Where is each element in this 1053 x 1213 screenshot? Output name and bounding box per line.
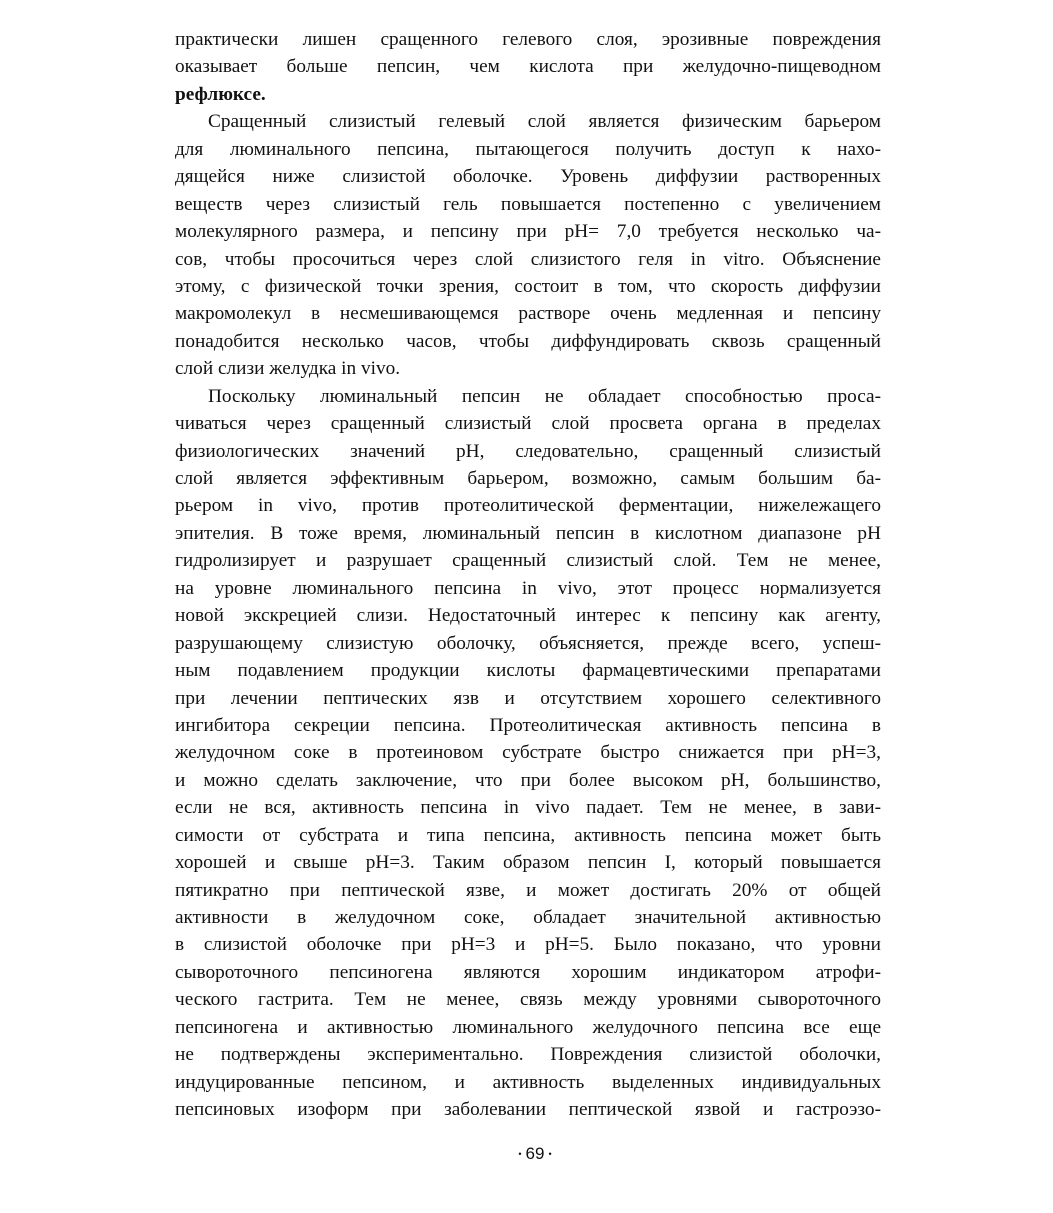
paragraph [175,26,881,108]
paragraph [175,108,881,382]
text-line: веществ через слизистый гель повышается постепенно с увеличением [175,193,881,215]
text-line: желудочном соке в протеиновом субстрате быстро снижается при pH=3, [175,742,881,764]
text-line: ным подавлением продукции кислоты фармацевтическими препаратами [175,660,881,682]
text-line: этому, с физической точки зрения, состоит в том, что скорость диффузии [175,275,881,297]
text-line: ингибитора секреции пепсина. Протеолитическая активность пепсина в [175,714,881,736]
text-line: сывороточного пепсиногена являются хорошим индикатором атрофи- [175,961,881,983]
page-number-dot-left: • [518,1149,522,1159]
text-line: макромолекул в несмешивающемся растворе очень медленная и пепсину [175,303,881,325]
text-line: рьером in vivo, против протеолитической ферментации, нижележащего [175,495,881,517]
text-line: хорошей и свыше pH=3. Таким образом пепсин I, который повышается [175,852,881,874]
text-line: пепсиновых изоформ при заболевании пептической язвой и гастроэзо- [175,1099,881,1121]
text-line: физиологических значений pH, следовательно, сращенный слизистый [175,440,881,462]
text-line: сов, чтобы просочиться через слой слизистого геля in vitro. Объяснение [175,248,881,270]
text-line: при лечении пептических язв и отсутствием хорошего селективного [175,687,881,709]
page-number-dot-right: • [548,1149,552,1159]
text-line: слой слизи желудка in vivo. [175,358,401,380]
page-number-value: 69 [525,1144,545,1163]
text-line: активности в желудочном соке, обладает значительной активностью [175,907,881,928]
paragraph [175,383,881,1124]
text-line: слой является эффективным барьером, возможно, самым большим ба- [175,468,881,489]
text-line: эпителия. В тоже время, люминальный пепсин в кислотном диапазоне pH [175,522,881,544]
text-line: практически лишен сращенного гелевого слоя, эрозивные повреждения [175,29,881,50]
text-line: Сращенный слизистый гелевый слой является физическим барьером [208,111,881,133]
text-line: для люминального пепсина, пытающегося получить доступ к нахо- [175,138,881,160]
text-line: Поскольку люминальный пепсин не обладает способностью проса- [208,385,881,407]
text-line: индуцированные пепсином, и активность выделенных индивидуальных [175,1071,881,1093]
text-line: гидролизирует и разрушает сращенный слизистый слой. Тем не менее, [175,550,881,572]
text-line: разрушающему слизистую оболочку, объясняется, прежде всего, успеш- [175,632,881,654]
text-line: если не вся, активность пепсина in vivo падает. Тем не менее, в зави- [175,797,881,819]
text-line: и можно сделать заключение, что при более высоком pH, большинство, [175,769,881,791]
text-line: симости от субстрата и типа пепсина, активность пепсина может быть [175,824,881,846]
text-line: рефлюксе. [175,83,266,105]
page-number [505,1144,565,1164]
text-line: на уровне люминального пепсина in vivo, этот процесс нормализуется [175,577,881,599]
text-line: пепсиногена и активностью люминального желудочного пепсина все еще [175,1016,881,1038]
text-line: в слизистой оболочке при pH=3 и pH=5. Было показано, что уровни [175,934,881,956]
text-line: дящейся ниже слизистой оболочке. Уровень диффузии растворенных [175,166,881,188]
text-line: понадобится несколько часов, чтобы диффундировать сквозь сращенный [175,330,881,352]
text-line: оказывает больше пепсин, чем кислота при желудочно-пищеводном [175,56,881,78]
text-line: чиваться через сращенный слизистый слой просвета органа в пределах [175,413,881,435]
text-line: пятикратно при пептической язве, и может достигать 20% от общей [175,879,881,901]
text-line: новой экскрецией слизи. Недостаточный интерес к пепсину как агенту, [175,605,881,627]
text-line: молекулярного размера, и пепсину при pH= 7,0 требуется несколько ча- [175,221,881,243]
text-line: ческого гастрита. Тем не менее, связь между уровнями сывороточного [175,989,881,1011]
text-line: не подтверждены экспериментально. Повреждения слизистой оболочки, [175,1044,881,1066]
page-body [175,26,881,1124]
